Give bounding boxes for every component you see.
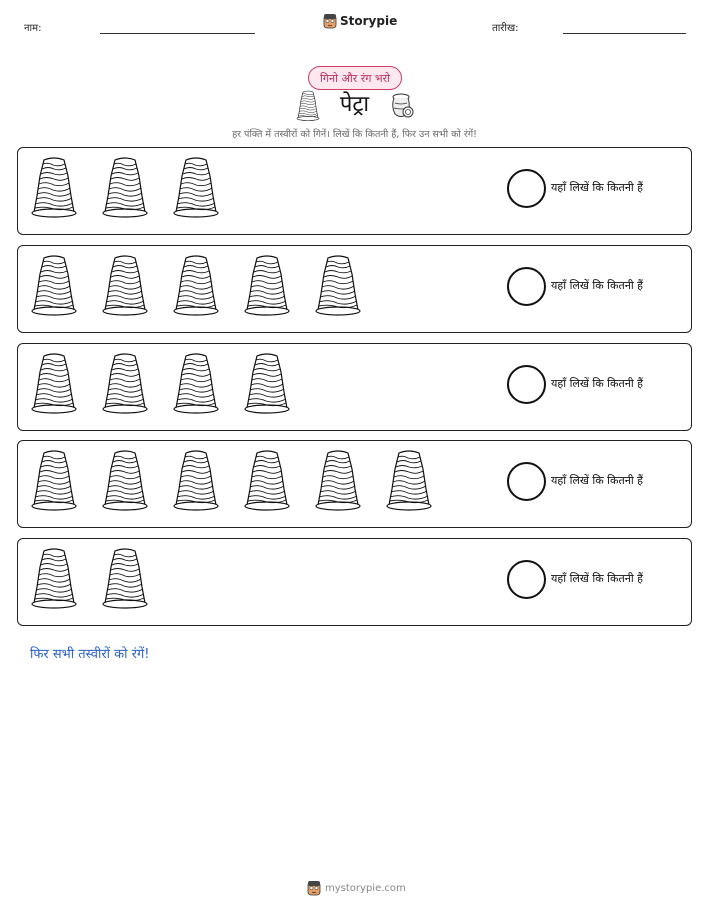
brand bbox=[323, 13, 397, 29]
thimble-icon bbox=[314, 449, 362, 513]
page-title: पेट्रा bbox=[339, 92, 370, 117]
answer-prompt: यहाँ लिखें कि कितनी हैं bbox=[551, 279, 644, 292]
thimble-icon bbox=[30, 449, 78, 513]
count-row bbox=[17, 440, 692, 528]
answer-circle[interactable] bbox=[507, 560, 546, 599]
ancient-pot-icon bbox=[389, 92, 415, 120]
thimble-icon bbox=[243, 449, 291, 513]
brand-name: Storypie bbox=[340, 14, 398, 28]
thimble-icon bbox=[172, 352, 220, 416]
thimble-icon bbox=[172, 254, 220, 318]
answer-prompt: यहाँ लिखें कि कितनी हैं bbox=[551, 181, 644, 194]
date-line[interactable] bbox=[563, 33, 686, 34]
storypie-logo-icon bbox=[323, 13, 337, 29]
count-row bbox=[17, 245, 692, 333]
count-row bbox=[17, 343, 692, 431]
site-footer bbox=[307, 880, 406, 896]
footer-instruction: फिर सभी तस्वीरों को रंगें! bbox=[30, 647, 150, 662]
site-url: mystorypie.com bbox=[325, 882, 406, 894]
answer-circle[interactable] bbox=[507, 365, 546, 404]
answer-circle[interactable] bbox=[507, 169, 546, 208]
answer-circle[interactable] bbox=[507, 462, 546, 501]
activity-badge bbox=[308, 66, 402, 90]
answer-circle[interactable] bbox=[507, 267, 546, 306]
date-label: तारीख: bbox=[492, 23, 519, 34]
count-row bbox=[17, 538, 692, 626]
instruction-text: हर पंक्ति में तस्वीरों को गिनें। लिखें कि कितनी हैं, फिर उन सभी को रंगें! bbox=[232, 129, 477, 140]
thimble-icon bbox=[30, 156, 78, 220]
thimble-icon bbox=[314, 254, 362, 318]
thimble-icon bbox=[30, 254, 78, 318]
thimble-icon bbox=[101, 449, 149, 513]
answer-prompt: यहाँ लिखें कि कितनी हैं bbox=[551, 377, 644, 390]
storypie-logo-icon bbox=[307, 880, 321, 896]
answer-prompt: यहाँ लिखें कि कितनी हैं bbox=[551, 572, 644, 585]
thimble-icon bbox=[243, 352, 291, 416]
thimble-icon bbox=[101, 156, 149, 220]
thimble-icon bbox=[172, 449, 220, 513]
thimble-icon bbox=[30, 352, 78, 416]
answer-prompt: यहाँ लिखें कि कितनी हैं bbox=[551, 474, 644, 487]
activity-badge-text: गिनो और रंग भरो bbox=[319, 71, 390, 85]
thimble-icon bbox=[30, 547, 78, 611]
name-label: नाम: bbox=[24, 23, 42, 34]
name-line[interactable] bbox=[100, 33, 255, 34]
thimble-icon bbox=[243, 254, 291, 318]
thimble-icon bbox=[172, 156, 220, 220]
thimble-icon bbox=[101, 254, 149, 318]
thimble-icon bbox=[101, 547, 149, 611]
thimble-icon bbox=[385, 449, 433, 513]
count-row bbox=[17, 147, 692, 235]
thimble-icon bbox=[101, 352, 149, 416]
